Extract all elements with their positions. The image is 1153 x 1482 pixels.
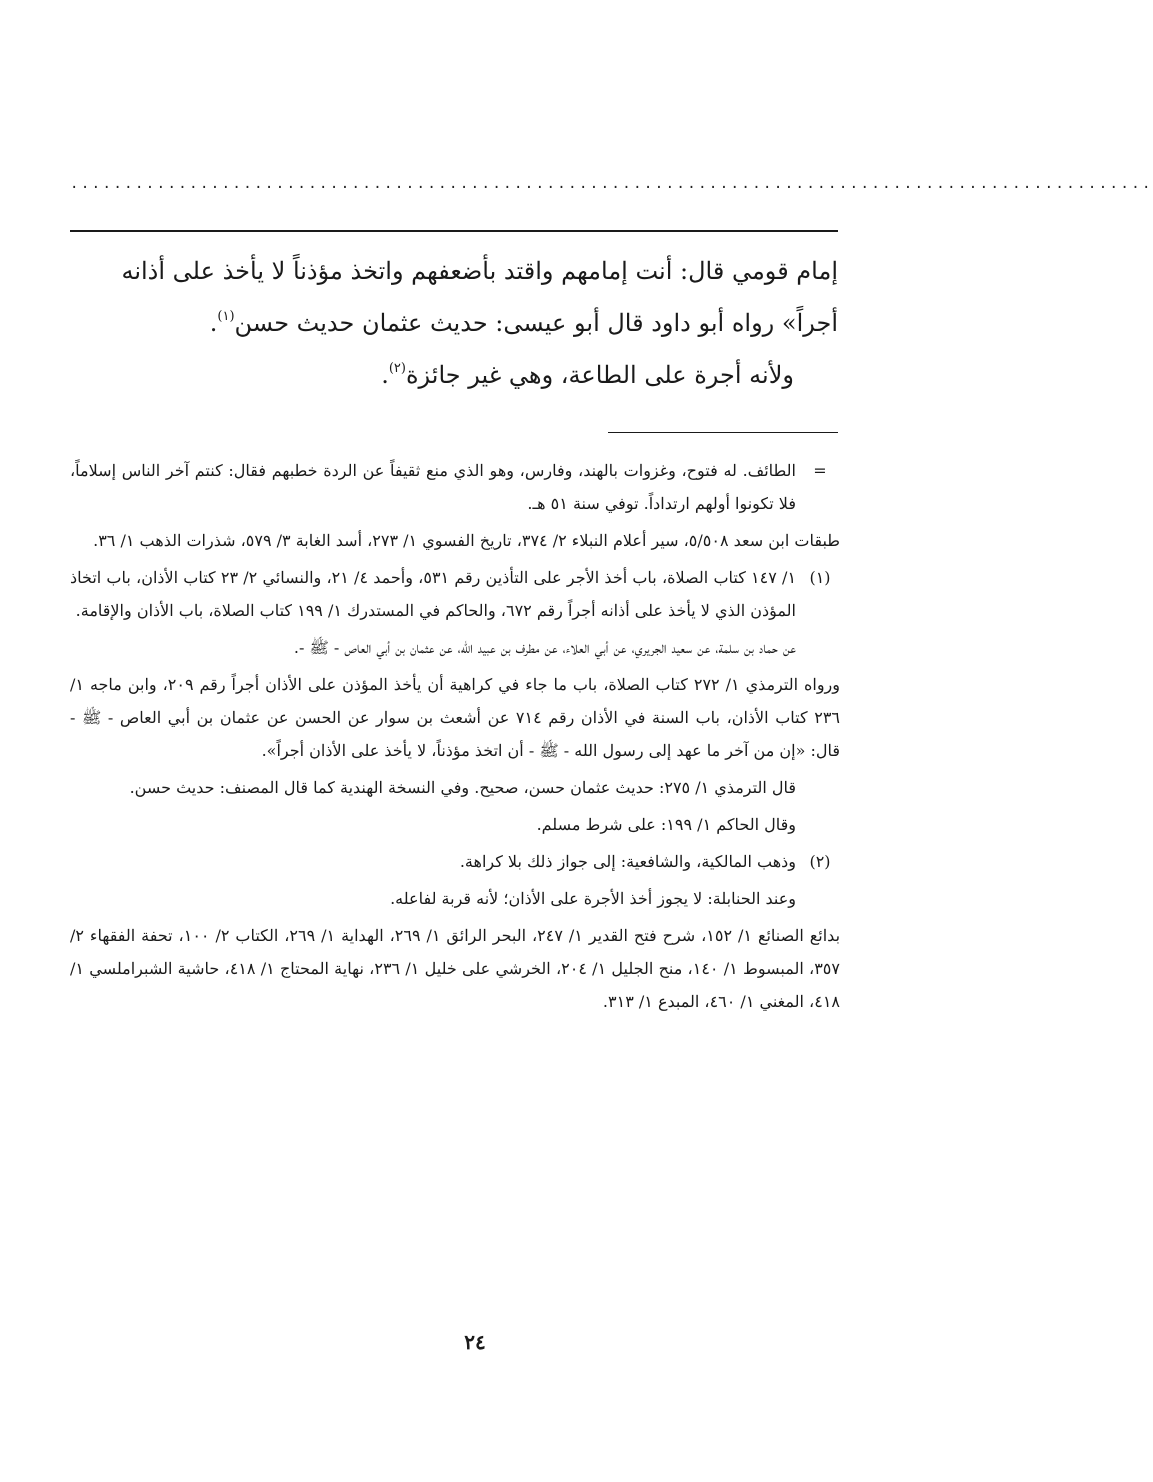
footnote-ref-2: (٢) — [388, 361, 406, 376]
footnote-2 — [70, 845, 840, 1018]
main-line-1: إمام قومي قال: أنت إمامهم واقتد بأضعفهم واتخذ مؤذناً لا يأخذ على أذانه — [121, 257, 838, 285]
footnote-paragraph: الطائف. له فتوح، وغزوات بالهند، وفارس، وهو الذي منع ثقيفاً عن الردة خطبهم فقال: كنتم آخر الناس إسلاماً، فلا تكونوا أولهم ارتداداً. توفي سنة ٥١ هـ. — [70, 461, 796, 513]
footnote-paragraph: طبقات ابن سعد ٥/٥٠٨، سير أعلام النبلاء ٢/ ٣٧٤، تاريخ الفسوي ١/ ٢٧٣، أسد الغابة ٣/ ٥٧٩، شذرات الذهب ١/ ٣٦. — [93, 531, 840, 550]
page-number: ٢٤ — [464, 1330, 486, 1354]
footnote-paragraph: وذهب المالكية، والشافعية: إلى جواز ذلك بلا كراهة. — [459, 852, 796, 871]
top-rule — [70, 230, 838, 232]
main-line-3: ولأنه أجرة على الطاعة، وهي غير جائزة$^{(٢)}$. — [381, 361, 794, 389]
dotted-separator: .................................................................................................... — [70, 176, 1153, 192]
footnote-paragraph: قال الترمذي ١/ ٢٧٥: حديث عثمان حسن، صحيح. وفي النسخة الهندية كما قال المصنف: حديث حسن. — [129, 778, 796, 797]
main-text — [70, 248, 838, 398]
continuation-marker: = — [813, 461, 827, 480]
footnote-continuation — [70, 454, 840, 557]
footnote-rule — [608, 432, 838, 433]
footnote-paragraph: ورواه الترمذي ١/ ٢٧٢ كتاب الصلاة، باب ما جاء في كراهية أن يأخذ المؤذن على الأذان أجراً رقم ٢٠٩، وابن ماجه ١/ ٢٣٦ كتاب الأذان، باب السنة في الأذان رقم ٧١٤ عن أشعث بن سوار عن الحسن عن عثمان بن أبي العاص - ﷺ - قال: «إن من آخر ما عهد إلى رسول الله - ﷺ - أن اتخذ مؤذناً، لا يأخذ على الأذان أجراً». — [70, 675, 841, 760]
footnote-number: (٢) — [809, 852, 831, 871]
footnote-paragraph: وعند الحنابلة: لا يجوز أخذ الأجرة على الأذان؛ لأنه قربة لفاعله. — [390, 889, 796, 908]
footnotes — [70, 454, 840, 1022]
footnote-paragraph: وقال الحاكم ١/ ١٩٩: على شرط مسلم. — [536, 815, 796, 834]
main-line-2: أجراً» رواه أبو داود قال أبو عيسى: حديث عثمان حديث حسن$^{(١)}$. — [209, 309, 838, 337]
footnote-number: (١) — [809, 568, 831, 587]
footnote-paragraph: ١/ ١٤٧ كتاب الصلاة، باب أخذ الأجر على التأذين رقم ٥٣١، وأحمد ٤/ ٢١، والنسائي ٢/ ٢٣ كتاب الأذان، باب اتخاذ المؤذن الذي لا يأخذ على أذانه أجراً رقم ٦٧٢، والحاكم في المستدرك ١/ ١٩٩ كتاب الصلاة، باب الأذان والإقامة. — [70, 568, 797, 620]
footnote-paragraph: عن حماد بن سلمة، عن سعيد الجريري، عن أبي العلاء، عن مطرف بن عبيد الله، عن عثمان بن أبي العاص - ﷺ -. — [293, 638, 796, 657]
footnote-1 — [70, 561, 840, 841]
footnote-paragraph: بدائع الصنائع ١/ ١٥٢، شرح فتح القدير ١/ ٢٤٧، البحر الرائق ١/ ٢٦٩، الهداية ١/ ٢٦٩، الكتاب ٢/ ١٠٠، تحفة الفقهاء ٢/ ٣٥٧، المبسوط ١/ ١٤٠، منح الجليل ١/ ٢٠٤، الخرشي على خليل ١/ ٢٣٦، نهاية المحتاج ١/ ٤١٨، حاشية الشبراملسي ١/ ٤١٨، المغني ١/ ٤٦٠، المبدع ١/ ٣١٣. — [70, 926, 841, 1011]
footnote-ref-1: (١) — [217, 309, 235, 324]
